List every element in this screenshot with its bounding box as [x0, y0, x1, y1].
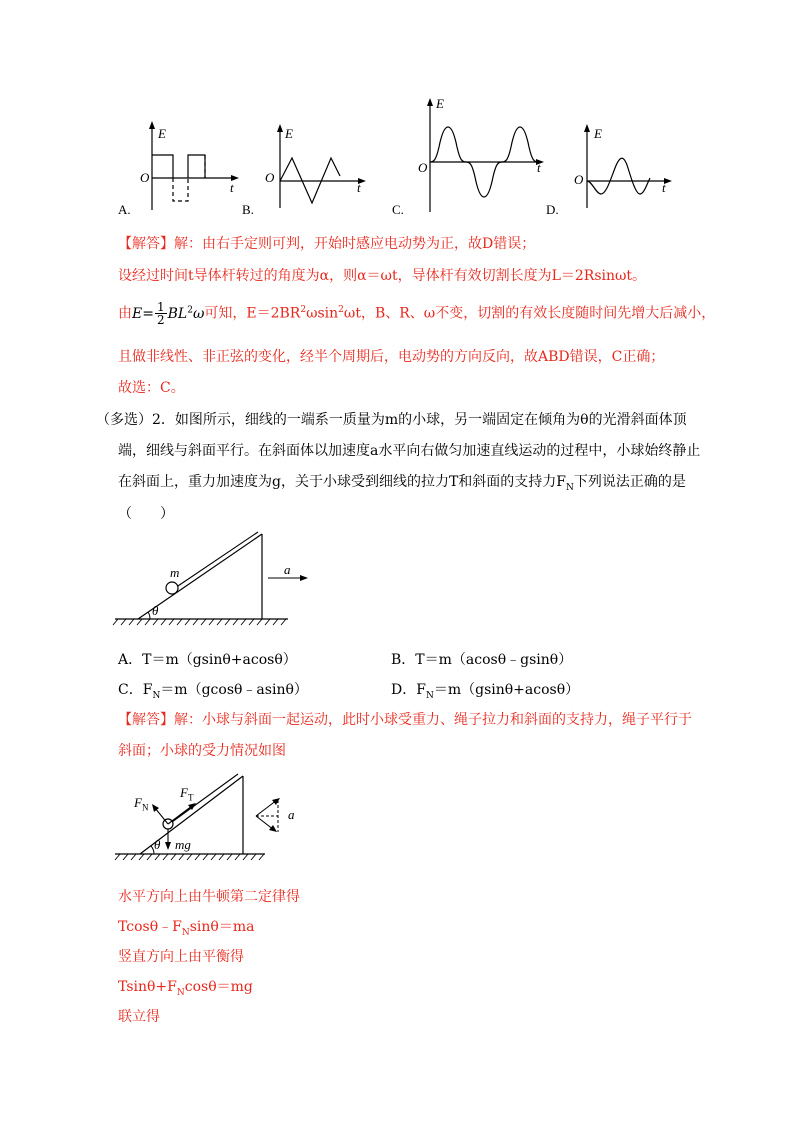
graph-d-axis-t: t — [662, 180, 666, 195]
option-d[interactable] — [391, 680, 579, 706]
option-c-post: ＝m（gcosθ﹣asinθ） — [160, 682, 308, 698]
formula-omega: ω — [192, 305, 205, 322]
force-fn-letter: F — [134, 795, 142, 810]
answer2-line1-text: 解：小球与斜面一起运动，此时小球受重力、绳子拉力和斜面的支持力，绳子平行于 — [174, 712, 692, 728]
force-diagram — [110, 770, 310, 865]
answer2-l4-pre: Tcosθ﹣F — [118, 919, 182, 935]
graph-d-axis-e: E — [594, 126, 602, 141]
formula-l-square: 2 — [187, 305, 193, 315]
answer2-l4 — [118, 917, 254, 943]
answer1-line3-mid: ωsin — [306, 305, 339, 322]
option-a[interactable]: A．T＝m（gsinθ+acosθ） — [118, 652, 297, 668]
answer1-line2: 设经过时间t导体杆转过的角度为α，则α＝ωt，导体杆有效切割长度为L＝2Rsinωt。 — [118, 268, 647, 284]
graph-c-origin: O — [418, 160, 428, 175]
graph-d-origin: O — [574, 172, 584, 187]
graph-b-axis-e: E — [285, 126, 293, 141]
option-b[interactable]: B．T＝m（acosθ﹣gsinθ） — [391, 652, 573, 668]
answer1-line3-sq2: 2 — [300, 305, 307, 315]
graph-d-label: D. — [546, 202, 559, 217]
answer2-line1 — [118, 710, 692, 730]
answer2-l4-sub: N — [181, 927, 190, 938]
graph-b — [260, 118, 380, 218]
question2-line2: 端，细线与斜面平行。在斜面体以加速度a水平向右做匀加速直线运动的过程中，小球始终静止 — [118, 443, 701, 459]
option-d-sub: N — [425, 690, 434, 701]
graph-c-label: C. — [392, 202, 404, 217]
question2-line3-sub: N — [566, 482, 574, 493]
graph-b-axis-t: t — [357, 180, 361, 195]
formula-b: B — [167, 305, 178, 322]
option-c-pre: C．F — [118, 682, 153, 698]
formula-l: L — [177, 305, 188, 322]
graph-a — [115, 115, 245, 215]
force-angle-label: θ — [154, 837, 161, 852]
question2-line3-post: 下列说法正确的是 — [573, 474, 686, 490]
answer1-line3-pre: 由 — [118, 305, 132, 322]
graph-c-axis-t: t — [537, 160, 541, 175]
force-mg-label: mg — [175, 837, 191, 852]
answer1-line1 — [118, 234, 535, 254]
answer1-line3-post: 可知，E＝2BR — [204, 305, 301, 322]
option-c-sub: N — [152, 690, 161, 701]
answer1-line3-sq3: 2 — [338, 305, 344, 315]
force-ft-letter: F — [180, 785, 188, 800]
formula-e: E — [132, 305, 143, 322]
formula-eq: = — [142, 305, 154, 322]
formula-fraction — [155, 301, 167, 326]
answer2-l4-post: sinθ＝ma — [189, 919, 255, 935]
answer2-l6-pre: Tsinθ+F — [118, 979, 177, 995]
formula-denominator: 2 — [156, 313, 165, 328]
question2-line4: （ ） — [118, 506, 174, 522]
option-d-pre: D．F — [391, 682, 426, 698]
answer2-l6-post: cosθ＝mg — [184, 979, 253, 995]
graph-a-origin: O — [140, 170, 150, 185]
answer2-l3: 水平方向上由牛顿第二定律得 — [118, 889, 300, 905]
option-d-post: ＝m（gsinθ+acosθ） — [433, 682, 580, 698]
graph-a-axis-e: E — [158, 126, 166, 141]
graph-a-label: A. — [118, 202, 131, 217]
answer2-line2: 斜面；小球的受力情况如图 — [118, 743, 286, 759]
answer1-line1-text: 解：由右手定则可判，开始时感应电动势为正，故D错误； — [174, 236, 536, 252]
graph-a-axis-t: t — [230, 180, 234, 195]
answer2-tag: 【解答】 — [118, 712, 174, 728]
force-fn-label — [134, 795, 148, 813]
answer2-l7: 联立得 — [118, 1009, 160, 1025]
force-ft-sub: T — [187, 792, 194, 803]
force-fn-sub: N — [141, 802, 149, 813]
question2-line3-pre: 在斜面上，重力加速度为g，关于小球受到细线的拉力T和斜面的支持力F — [118, 474, 567, 490]
graph-b-label: B. — [242, 202, 254, 217]
graph-d — [570, 118, 680, 218]
incline-accel-label: a — [284, 562, 291, 577]
force-ft-label — [180, 785, 193, 803]
formula-numerator: 1 — [156, 300, 165, 315]
incline-figure — [110, 530, 320, 630]
graph-c-axis-e: E — [436, 96, 444, 111]
answer1-tag: 【解答】 — [118, 236, 174, 252]
answer2-l5: 竖直方向上由平衡得 — [118, 949, 244, 965]
incline-mass-label: m — [170, 565, 180, 580]
force-accel-label: a — [288, 807, 295, 822]
answer1-line3-end: ωt，B、R、ω不变，切割的有效长度随时间先增大后减小， — [343, 305, 716, 322]
answer1-line5: 故选：C。 — [118, 380, 185, 396]
answer2-l6 — [118, 977, 253, 1003]
answer1-line3 — [118, 300, 715, 326]
graph-b-origin: O — [265, 170, 275, 185]
graph-c — [410, 92, 550, 217]
question2-line3 — [118, 472, 686, 498]
question2-line1: （多选）2．如图所示，细线的一端系一质量为m的小球，另一端固定在倾角为θ的光滑斜面体顶 — [96, 412, 687, 428]
answer1-line4: 且做非线性、非正弦的变化，经半个周期后，电动势的方向反向，故ABD错误，C正确； — [118, 349, 665, 365]
answer2-l6-sub: N — [176, 987, 185, 998]
incline-angle-label: θ — [152, 603, 159, 618]
option-c[interactable] — [118, 680, 308, 706]
